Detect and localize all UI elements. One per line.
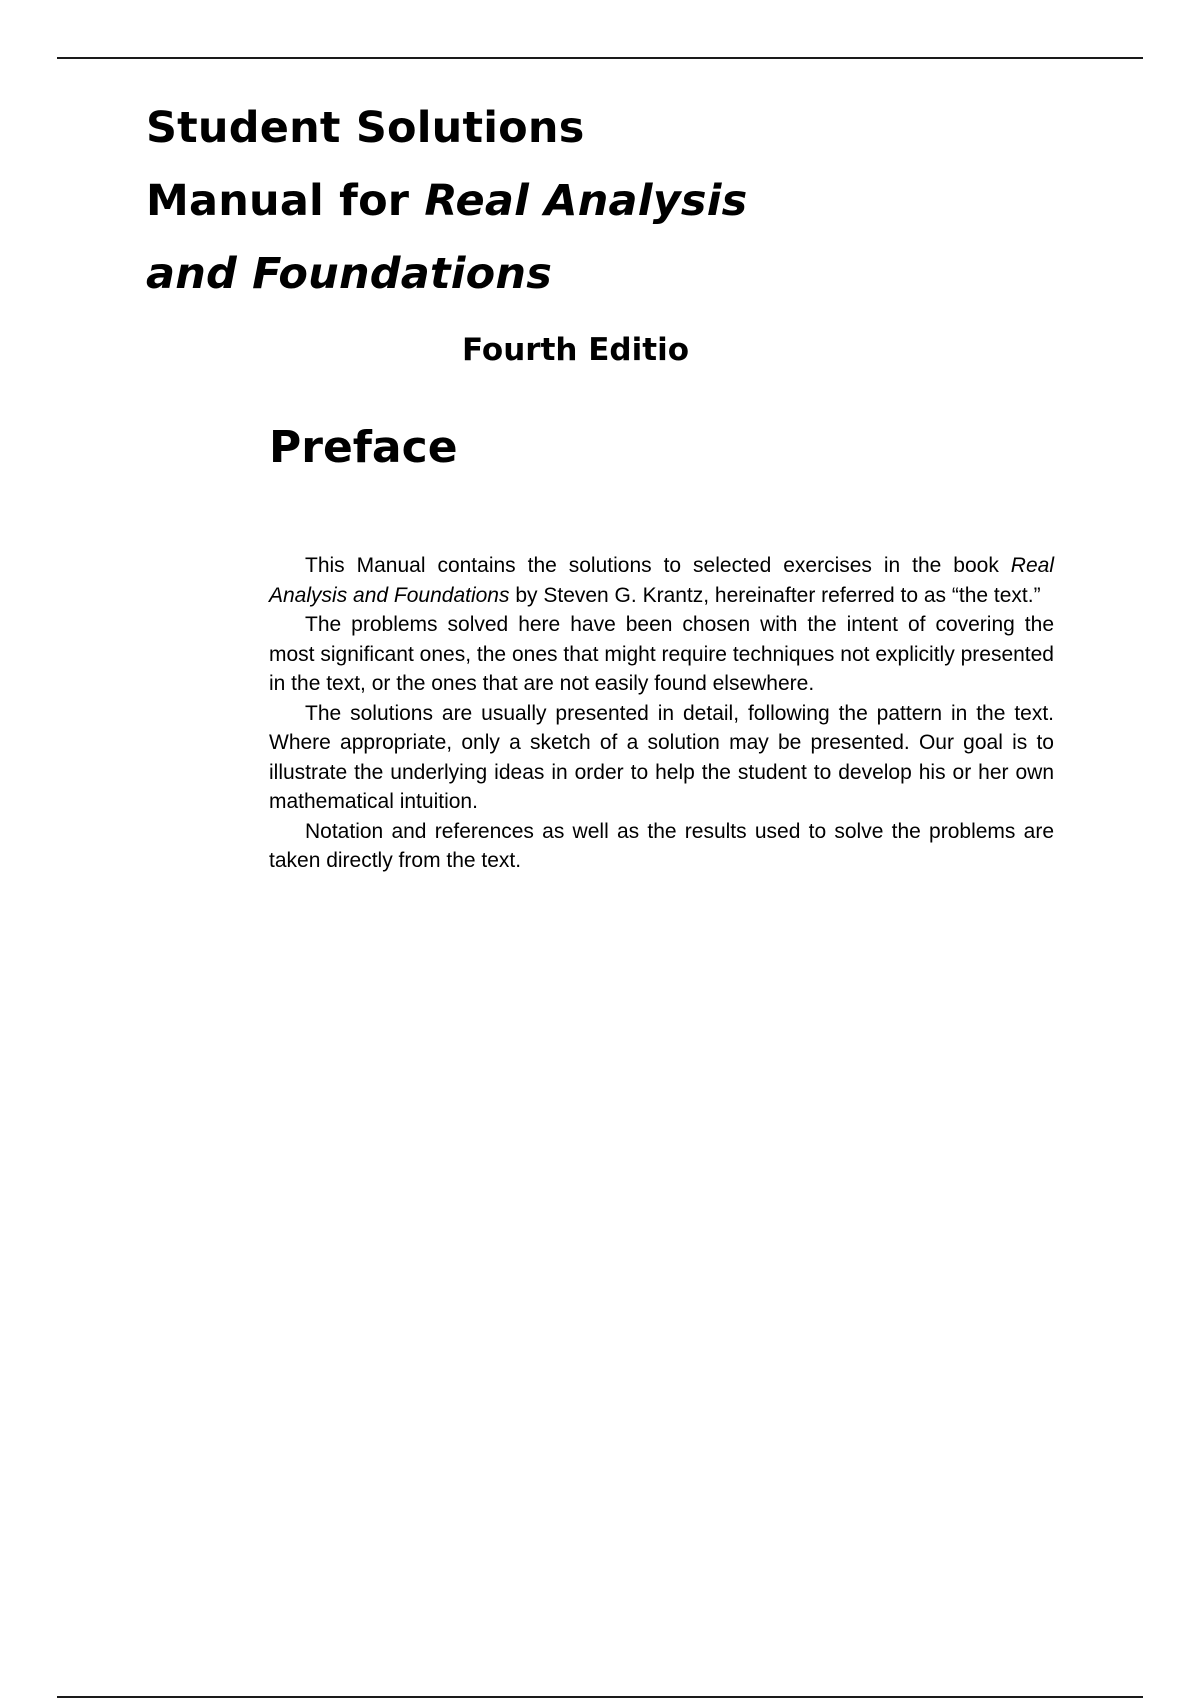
preface-paragraph-3: The solutions are usually presented in detail, following the pattern in the text. Where appropriate, only a sketch of a solution may be presented. Our goal is to illustrate the underlying ideas in order to help the student to develop his or her own mathematical intuition. xyxy=(269,701,1054,813)
top-rule xyxy=(57,57,1143,59)
preface-paragraph-2: The problems solved here have been chosen with the intent of covering the most significant ones, the ones that might require techniques not explicitly presented in the text, or the ones that are not easily found elsewhere. xyxy=(269,613,1054,695)
preface-heading: Preface xyxy=(269,422,458,473)
bottom-rule xyxy=(57,1696,1143,1698)
preface-paragraph-1-text-a: This Manual contains the solutions to selected exercises in the book xyxy=(305,554,1011,577)
preface-paragraph-4: Notation and references as well as the results used to solve the problems are taken directly from the text. xyxy=(269,819,1054,872)
edition-label: Fourth Editio xyxy=(462,332,689,368)
title-line-1: Student Solutions xyxy=(146,103,585,153)
book-title-italic: Real Analysis and Foundations xyxy=(269,554,1054,607)
title-line-2 xyxy=(146,165,747,238)
title-line-2-italic: Real Analysis xyxy=(424,176,748,226)
title-line-2-plain: Manual for xyxy=(146,176,425,226)
preface-paragraph-1-text-b: by Steven G. Krantz, hereinafter referred to as “the text.” xyxy=(509,583,1041,607)
document-title xyxy=(146,92,747,311)
preface-body xyxy=(269,551,1054,876)
title-line-3: and Foundations xyxy=(146,249,553,299)
preface-paragraph-1 xyxy=(269,551,1054,610)
